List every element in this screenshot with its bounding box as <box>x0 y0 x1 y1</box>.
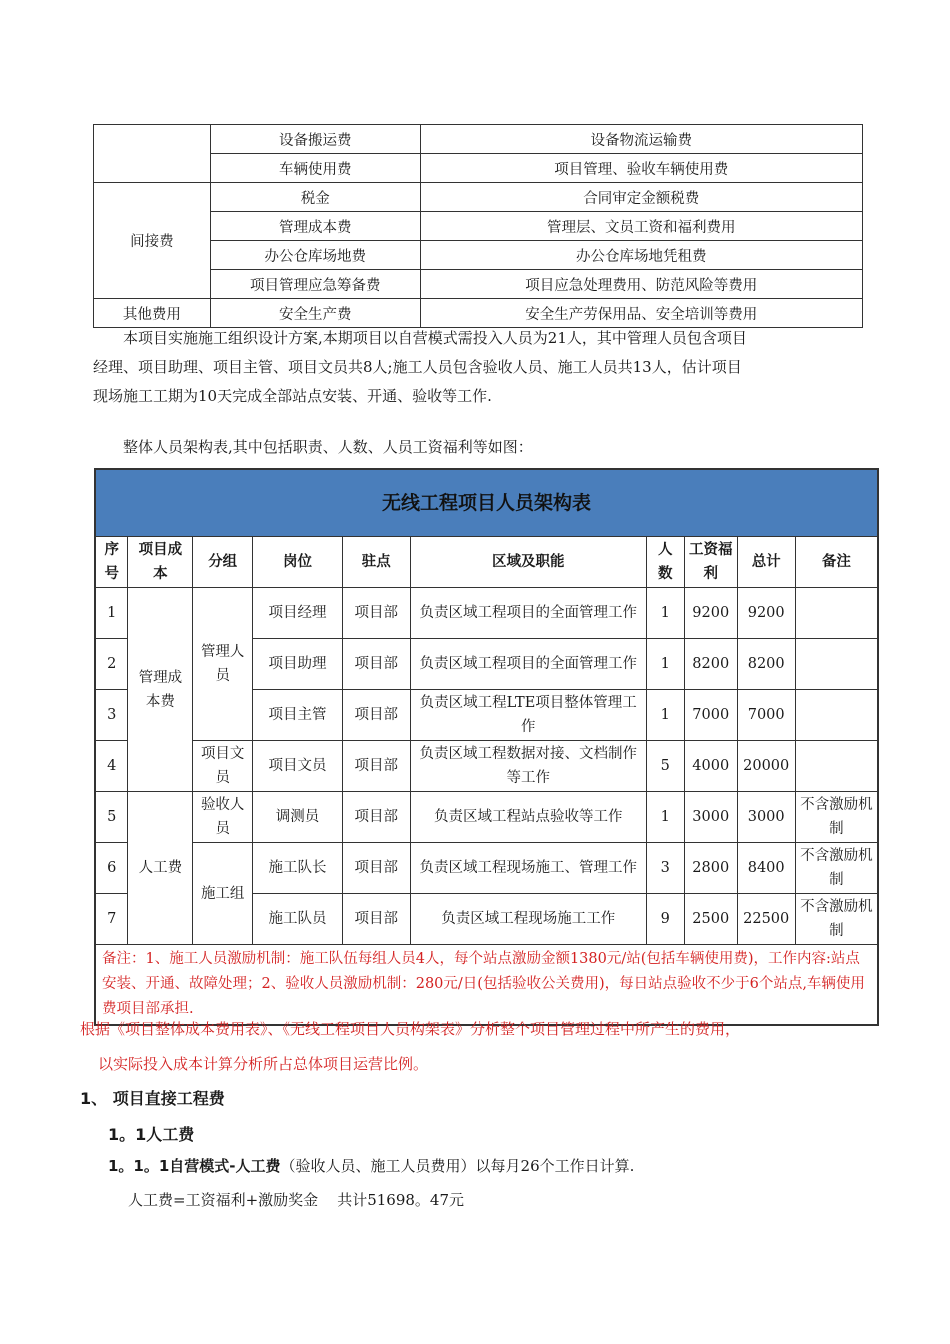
cell-station: 项目部 <box>342 894 410 945</box>
cell-no: 7 <box>95 894 128 945</box>
cell-total: 9200 <box>737 588 795 639</box>
cost-desc: 项目应急处理费用、防范风险等费用 <box>420 270 862 299</box>
cost-category-cell: 间接费 <box>94 183 211 299</box>
cell-no: 1 <box>95 588 128 639</box>
cell-no: 6 <box>95 843 128 894</box>
paragraph-line: 现场施工工期为10天完成全部站点安装、开通、验收等工作. <box>93 387 492 405</box>
cell-salary: 4000 <box>684 741 737 792</box>
cell-salary: 8200 <box>684 639 737 690</box>
cell-salary: 7000 <box>684 690 737 741</box>
staff-structure-table <box>94 468 879 1026</box>
cell-post: 调测员 <box>253 792 343 843</box>
cost-item: 设备搬运费 <box>210 125 420 154</box>
cell-station: 项目部 <box>342 639 410 690</box>
cell-total: 3000 <box>737 792 795 843</box>
cell-post: 施工队长 <box>253 843 343 894</box>
table-note: 备注：1、施工人员激励机制：施工队伍每组人员4人，每个站点激励金额1380元/站(包括车辆使用费)，工作内容:站点安装、开通、故障处理；2、验收人员激励机制：280元/日(包括验收公关费用)，每日站点验收不少于6个站点,车辆使用费项目部承担. <box>95 945 878 1026</box>
labor-cost-formula: 人工费=工资福利+激励奖金 共计51698。47元 <box>128 1191 465 1209</box>
table-row <box>95 792 878 843</box>
cell-count: 9 <box>646 894 684 945</box>
cell-no: 3 <box>95 690 128 741</box>
cell-total: 7000 <box>737 690 795 741</box>
header-post: 岗位 <box>253 537 343 588</box>
table-row <box>94 183 863 212</box>
cell-count: 3 <box>646 843 684 894</box>
cell-salary: 9200 <box>684 588 737 639</box>
header-remark: 备注 <box>795 537 878 588</box>
cell-duty: 负责区域工程LTE项目整体管理工作 <box>410 690 646 741</box>
cost-desc: 安全生产劳保用品、安全培训等费用 <box>420 299 862 328</box>
table-title-row <box>95 469 878 537</box>
cost-desc: 项目管理、验收车辆使用费 <box>420 154 862 183</box>
cell-remark <box>795 639 878 690</box>
heading-bold-part: 1。1。1自营模式-人工费 <box>108 1157 281 1175</box>
table-row <box>95 588 878 639</box>
header-group: 分组 <box>193 537 253 588</box>
cell-post: 项目经理 <box>253 588 343 639</box>
cell-no: 2 <box>95 639 128 690</box>
cell-station: 项目部 <box>342 690 410 741</box>
table-row <box>95 741 878 792</box>
header-cost: 项目成本 <box>128 537 193 588</box>
cell-remark <box>795 690 878 741</box>
cell-group: 验收人员 <box>193 792 253 843</box>
cost-desc: 设备物流运输费 <box>420 125 862 154</box>
paragraph-line: 本项目实施施工组织设计方案,本期项目以自营模式需投入人员为21人，其中管理人员包含项目 <box>123 329 747 347</box>
cost-item: 安全生产费 <box>210 299 420 328</box>
cell-post: 项目文员 <box>253 741 343 792</box>
paragraph-line: 经理、项目助理、项目主管、项目文员共8人;施工人员包含验收人员、施工人员共13人，估计项目 <box>93 358 742 376</box>
section-heading-1: 1、 项目直接工程费 <box>80 1089 225 1108</box>
cell-count: 1 <box>646 639 684 690</box>
table-header-row <box>95 537 878 588</box>
cell-cost-group: 人工费 <box>128 792 193 945</box>
table-row <box>95 843 878 894</box>
header-duty: 区域及职能 <box>410 537 646 588</box>
section-heading-2: 1。1人工费 <box>108 1125 195 1144</box>
header-count: 人数 <box>646 537 684 588</box>
cell-duty: 负责区域工程现场施工、管理工作 <box>410 843 646 894</box>
cell-cost-group: 管理成本费 <box>128 588 193 792</box>
cost-item: 管理成本费 <box>210 212 420 241</box>
cell-station: 项目部 <box>342 843 410 894</box>
cell-post: 施工队员 <box>253 894 343 945</box>
header-no: 序号 <box>95 537 128 588</box>
cell-post: 项目助理 <box>253 639 343 690</box>
cost-category-cell: 其他费用 <box>94 299 211 328</box>
cell-duty: 负责区域工程数据对接、文档制作等工作 <box>410 741 646 792</box>
cell-remark: 不含激励机制 <box>795 894 878 945</box>
cell-salary: 3000 <box>684 792 737 843</box>
cost-item: 项目管理应急筹备费 <box>210 270 420 299</box>
cost-item: 税金 <box>210 183 420 212</box>
table-row <box>94 125 863 154</box>
cell-duty: 负责区域工程项目的全面管理工作 <box>410 588 646 639</box>
cell-duty: 负责区域工程项目的全面管理工作 <box>410 639 646 690</box>
heading-rest: （验收人员、施工人员费用）以每月26个工作日计算. <box>280 1157 635 1175</box>
cost-item: 车辆使用费 <box>210 154 420 183</box>
table-title: 无线工程项目人员架构表 <box>95 469 878 537</box>
header-salary: 工资福利 <box>684 537 737 588</box>
cell-total: 8200 <box>737 639 795 690</box>
cell-group: 项目文员 <box>193 741 253 792</box>
header-total: 总计 <box>737 537 795 588</box>
cell-count: 5 <box>646 741 684 792</box>
cell-total: 20000 <box>737 741 795 792</box>
cell-count: 1 <box>646 690 684 741</box>
cell-post: 项目主管 <box>253 690 343 741</box>
cost-item: 办公仓库场地费 <box>210 241 420 270</box>
cost-desc: 合同审定金额税费 <box>420 183 862 212</box>
cell-count: 1 <box>646 588 684 639</box>
cell-group: 管理人员 <box>193 588 253 741</box>
cell-count: 1 <box>646 792 684 843</box>
header-station: 驻点 <box>342 537 410 588</box>
cell-station: 项目部 <box>342 741 410 792</box>
staff-intro-paragraph: 整体人员架构表,其中包括职责、人数、人员工资福利等如图： <box>123 438 533 456</box>
cost-desc: 管理层、文员工资和福利费用 <box>420 212 862 241</box>
paragraph-line: 根据《项目整体成本费用表》、《无线工程项目人员构架表》分析整个项目管理过程中所产生的费用， <box>80 1020 741 1038</box>
cell-salary: 2800 <box>684 843 737 894</box>
cell-station: 项目部 <box>342 792 410 843</box>
cost-desc: 办公仓库场地凭租费 <box>420 241 862 270</box>
cell-duty: 负责区域工程现场施工工作 <box>410 894 646 945</box>
cell-duty: 负责区域工程站点验收等工作 <box>410 792 646 843</box>
section-heading-3 <box>108 1155 634 1176</box>
paragraph-line: 以实际投入成本计算分析所占总体项目运营比例。 <box>98 1055 429 1073</box>
cell-remark <box>795 741 878 792</box>
cost-table <box>93 124 863 328</box>
intro-paragraph <box>93 324 878 411</box>
cost-category-cell <box>94 125 211 183</box>
cell-remark: 不含激励机制 <box>795 843 878 894</box>
cell-total: 8400 <box>737 843 795 894</box>
cell-remark: 不含激励机制 <box>795 792 878 843</box>
cell-remark <box>795 588 878 639</box>
cell-group: 施工组 <box>193 843 253 945</box>
cell-no: 4 <box>95 741 128 792</box>
analysis-paragraph <box>80 1012 880 1082</box>
cell-station: 项目部 <box>342 588 410 639</box>
cell-total: 22500 <box>737 894 795 945</box>
cell-salary: 2500 <box>684 894 737 945</box>
cell-no: 5 <box>95 792 128 843</box>
